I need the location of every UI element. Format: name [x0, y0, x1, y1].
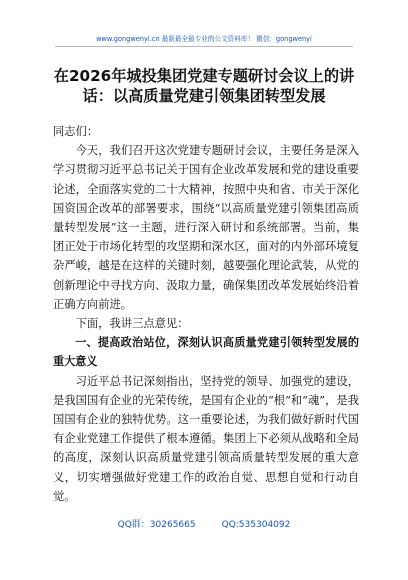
header-banner	[0, 34, 408, 44]
header-text: www.gongwenyi.cn 最新最全最专业的公文资料库！ 微信：gongwenyi	[96, 35, 312, 43]
header-divider	[55, 46, 353, 47]
footer-contact	[0, 519, 408, 531]
qq-text: QQ:535304092	[221, 520, 291, 530]
paragraph: 今天，我们召开这次党建专题研讨会议，主要任务是深入学习贯彻习近平总书记关于国有企业改革发展和党的建设重要论述，全面落实党的二十大精神，按照中央和省、市关于深化国资国企改革的部署要求，围绕“以高质量党建引领集团高质量转型发展”这一主题，进行深入研讨和系统部署。当前，集团正处于市场化转型的攻坚期和深水区，面对的内外部环境复杂严峻，越是在这样的关键时刻，越要强化理论武装，从党的创新理论中寻找方向、汲取力量，确保集团改革发展始终沿着正确方向前进。	[53, 144, 359, 311]
qq-group-text: QQ群：30265665	[117, 520, 196, 530]
section-heading: 一、提高政治站位，深刻认识高质量党建引领转型发展的重大意义	[53, 336, 359, 369]
salutation: 同志们：	[53, 125, 99, 138]
paragraph: 习近平总书记深刻指出，坚持党的领导、加强党的建设，是我国国有企业的光荣传统，是国有企业的“根”和“魂”，是我国国有企业的独特优势。这一重要论述，为我们做好新时代国有企业党建工作提供了根本遵循。集团上下必须从战略和全局的高度，深刻认识高质量党建引领高质量转型发展的重大意义，切实增强做好党建工作的政治自觉、思想自觉和行动自觉。	[53, 374, 359, 503]
paragraph: 下面，我讲三点意见：	[75, 317, 189, 331]
document-body	[53, 122, 359, 506]
document-title: 在2026年城投集团党建专题研讨会议上的讲话：以高质量党建引领集团转型发展	[53, 67, 355, 105]
